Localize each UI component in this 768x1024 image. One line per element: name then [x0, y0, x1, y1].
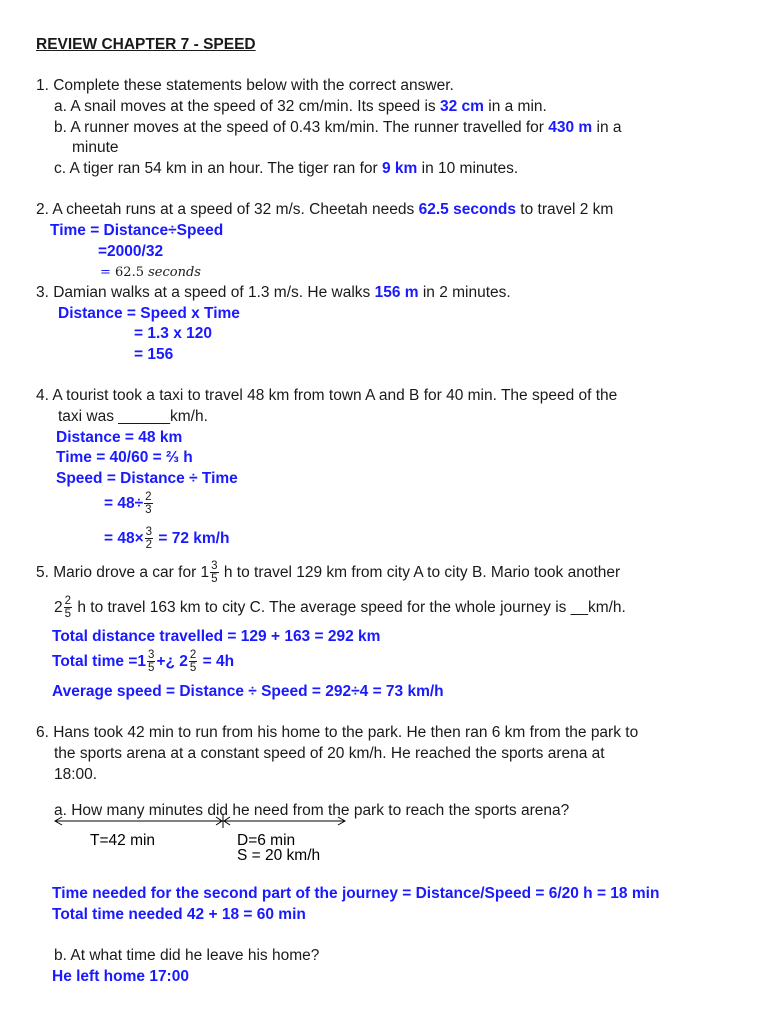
q1-part-a: a. A snail moves at the speed of 32 cm/min. Its speed is 32 cm in a min. — [54, 98, 547, 115]
q1-c-answer: 9 km — [381, 160, 418, 177]
q1-intro: 1. Complete these statements below with the correct answer. — [36, 77, 454, 94]
fraction-three-fifths: $\frac{3}{5}$ — [211, 560, 218, 586]
q6-part-b-question: b. At what time did he leave his home? — [54, 947, 320, 964]
diagram-label-speed: S = 20 km/h — [237, 847, 321, 864]
q1-a-answer: 32 cm — [439, 98, 484, 115]
q6-a-work-2: Total time needed 42 + 18 = 60 min — [52, 906, 306, 923]
page-title: REVIEW CHAPTER 7 - SPEED — [36, 36, 256, 53]
q2-work-1: Time = Distance÷Speed — [50, 222, 224, 239]
q3-work-1: Distance = Speed x Time — [58, 305, 240, 322]
q2-work-3: = 62.5 seconds — [100, 265, 201, 280]
q5-line-2: 2 $\frac{2}{5}$ h to travel 163 km to city C. The average speed for the whole journey is __km/h. — [54, 595, 626, 621]
q4-work-1: Distance = 48 km — [56, 429, 183, 446]
q5-work-3: Average speed = Distance ÷ Speed = 292÷4 = 73 km/h — [52, 683, 444, 700]
fraction-two-fifths-b: $\frac{2}{5}$ — [189, 649, 197, 675]
q2-work-2: =2000/32 — [98, 243, 164, 260]
q6-part-a-question: a. How many minutes did he need from the park to reach the sports arena? — [54, 802, 570, 819]
q5-work-1: Total distance travelled = 129 + 163 = 292 km — [52, 628, 381, 645]
q1-part-c: c. A tiger ran 54 km in an hour. The tiger ran for 9 km in 10 minutes. — [54, 160, 519, 177]
q4-work-3: Speed = Distance ÷ Time — [56, 470, 238, 487]
q3-answer: 156 m — [374, 284, 419, 301]
q1-b-answer: 430 m — [548, 119, 593, 136]
q1-part-b-cont: minute — [72, 139, 119, 156]
q3-work-3: = 156 — [134, 346, 174, 363]
q5-work-2: Total time =1 $\frac{3}{5}$ +¿ 2 $\frac{2}{5}$ = 4h — [52, 649, 235, 675]
fraction-two-thirds: $\frac{2}{3}$ — [145, 491, 152, 517]
q4-work-5: = 48× $\frac{3}{2}$ = 72 km/h — [104, 526, 230, 552]
q4-line-2: taxi was ______km/h. — [58, 408, 208, 425]
q6-line-1: 6. Hans took 42 min to run from his home to the park. He then ran 6 km from the park to — [36, 724, 639, 741]
diagram-label-time: T=42 min — [90, 832, 156, 849]
q2-statement: 2. A cheetah runs at a speed of 32 m/s. Cheetah needs 62.5 seconds to travel 2 km — [36, 201, 614, 218]
q6-a-work-1: Time needed for the second part of the journey = Distance/Speed = 6/20 h = 18 min — [52, 885, 660, 902]
q6-line-2: the sports arena at a constant speed of 20 km/h. He reached the sports arena at — [54, 745, 605, 762]
q6-b-answer: He left home 17:00 — [52, 968, 189, 985]
diagram-label-distance: D=6 min — [237, 832, 296, 849]
fraction-two-fifths: $\frac{2}{5}$ — [64, 595, 72, 621]
q3-statement: 3. Damian walks at a speed of 1.3 m/s. He walks 156 m in 2 minutes. — [36, 284, 511, 301]
q2-answer: 62.5 seconds — [418, 201, 516, 218]
fraction-three-fifths-b: $\frac{3}{5}$ — [148, 649, 155, 675]
q1-part-b: b. A runner moves at the speed of 0.43 km/min. The runner travelled for 430 m in a — [54, 119, 622, 136]
q6-line-3: 18:00. — [54, 766, 98, 783]
q3-work-2: = 1.3 x 120 — [134, 325, 212, 342]
q5-line-1: 5. Mario drove a car for 1 $\frac{3}{5}$ h to travel 129 km from city A to city B. Mario took another — [36, 560, 621, 586]
q4-line-1: 4. A tourist took a taxi to travel 48 km from town A and B for 40 min. The speed of the — [36, 387, 618, 404]
q4-work-4: = 48÷ $\frac{2}{3}$ — [104, 491, 152, 517]
q4-work-2: Time = 40/60 = ⅔ h — [56, 449, 193, 466]
fraction-three-halves: $\frac{3}{2}$ — [145, 526, 153, 552]
